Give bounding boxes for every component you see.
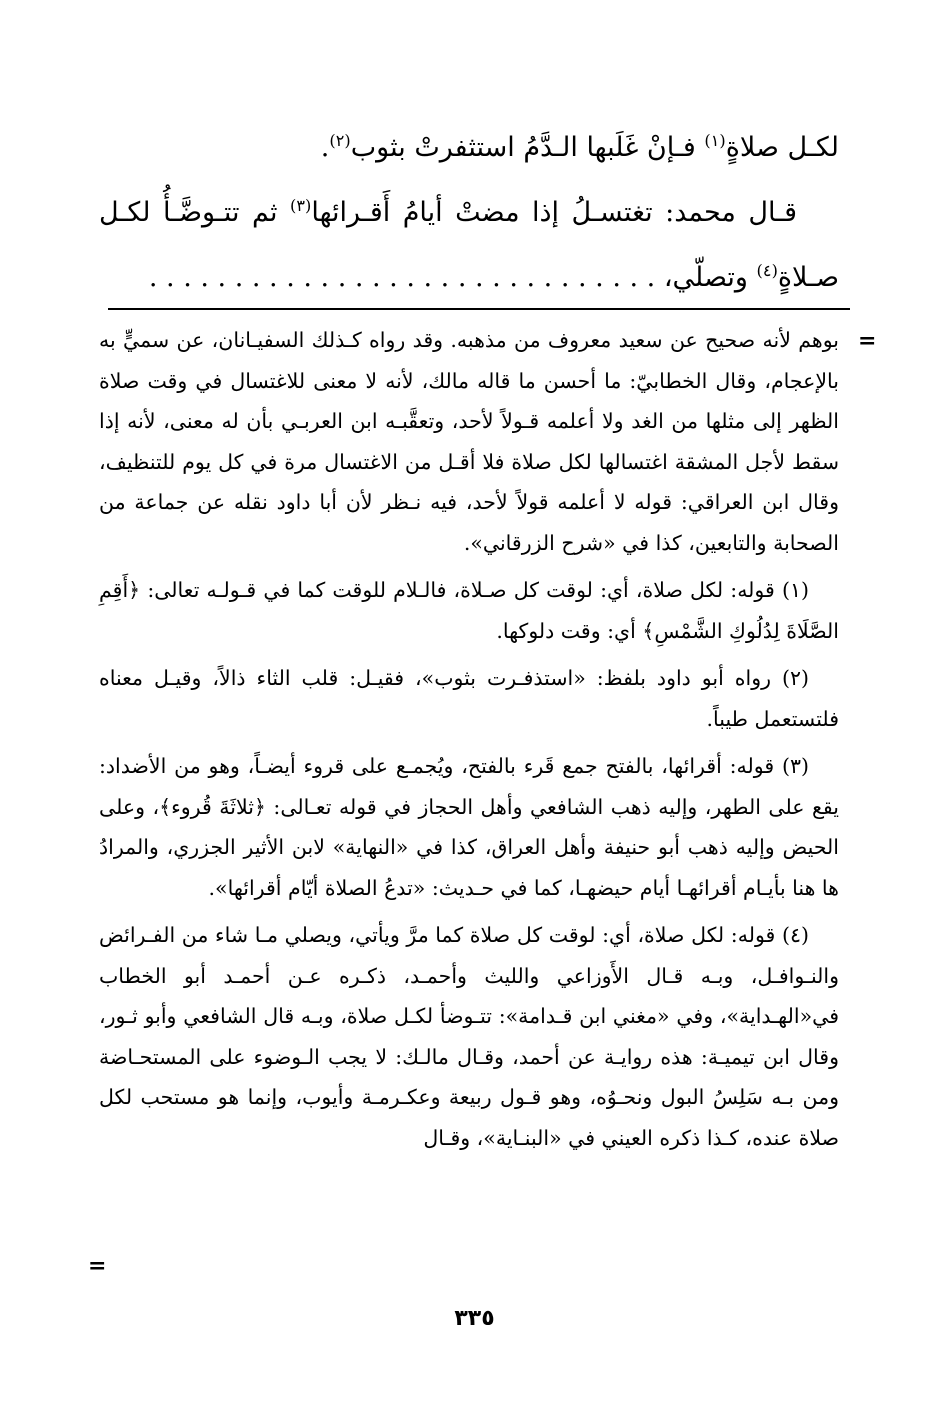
footnote-4: (٤) قوله: لكل صلاة، أي: لوقت كل صلاة كما مرَّ ويأتي، ويصلي مـا شاء من الفـرائض والنـوافـل، وبـه قـال الأَوزاعي والليث وأحمـد، ذكـره عـن أحمـد أبو الخطاب في«الهـداية»، وفي «مغني ابن قـدامة»: تتـوضأ لكـل صلاة، وبـه قال الشافعي وأبو ثـور، وقال ابن تيميـة: هذه روايـة عن أحمد، وقـال مالـك: لا يجب الـوضوء على المستحـاضة ومن بـه سَلِسُ البول ونحـوُه، وهو قـول ربيعة وعكـرمـة وأيوب، وإنما هو مستحب لكل صلاة عنده، كـذا ذكره العيني في «البنـاية»، وقـال	[99, 923, 839, 1150]
page-number: ٣٣٥	[454, 1306, 495, 1331]
footnote-ref-4: (٤)	[756, 261, 778, 280]
footnote-ref-1: (١)	[704, 131, 726, 150]
main-text-segment: .	[320, 132, 330, 163]
footnote-separator	[108, 308, 850, 310]
main-text-segment: قـال محمد: تغتسـلُ إذا مضتْ أيامُ أَقـرائها	[311, 197, 798, 228]
footnote-2: (٢) رواه أبو داود بلفظ: «استذفـرت بثوب»، فقيـل: قلب الثاء ذالاً، وقيـل معناه فلتستعمل طيباً.	[99, 666, 839, 731]
footnotes	[99, 320, 839, 1165]
main-text-segment: وتصلّي، . . . . . . . . . . . . . . . . . . . . . . . . . . . . . .	[148, 262, 757, 293]
main-text-segment: لكـل صلاةٍ	[725, 132, 839, 163]
continuation-mark-top: =	[858, 328, 877, 354]
footnote-ref-2: (٢)	[329, 131, 351, 150]
footnote-continued: بوهم لأنه صحيح عن سعيد معروف من مذهبه. وقد رواه كـذلك السفيـانان، عن سميٍّ به بالإعجام، وقال الخطابيّ: ما أحسن ما قاله مالك، لأنه لا معنى للاغتسال في وقت صلاة الظهر إلى مثلها من الغد ولا أعلمه قـولاً لأحد، وتعقَّبـه ابن العربـي بأن له معنى، لأنه إذا سقط لأجل المشقة اغتسالها لكل صلاة فلا أقـل من الاغتسال مرة في كل يوم للتنظيف، وقال ابن العراقي: قوله لا أعلمه قولاً لأحد، فيه نـظر لأن أبا داود نقله عن جماعة من الصحابة والتابعين، كذا في «شرح الزرقاني».	[99, 328, 839, 555]
main-text-segment: فـإنْ غَلَبها الـدَّمُ استثفرتْ بثوب	[350, 132, 705, 163]
footnote-3: (٣) قوله: أقرائها، بالفتح جمع قَرء بالفتح، ويُجمـع على قروء أيضـاً، وهو من الأضداد: يقع على الطهر، وإليه ذهب الشافعي وأهل الحجاز في قوله تعـالى: ﴿ثلاثَةَ قُروء﴾، وعلى الحيض وإليه ذهب أبو حنيفة وأهل العراق، كذا في «النهاية» لابن الأثير الجزري، والمرادُ ها هنا بأيـام أقرائهـا أيام حيضهـا، كما في حـديث: «تدعُ الصلاة أيّام أقرائها».	[99, 754, 839, 900]
main-text-line-1	[99, 112, 839, 177]
main-text-segment: ثم تتـوضَّـأُ لكـل صـلاةٍ	[99, 197, 839, 293]
footnote-ref-3: (٣)	[289, 196, 312, 215]
footnote-1: (١) قوله: لكل صلاة، أي: لوقت كل صـلاة، فالـلام للوقت كما في قـولـه تعالى: ﴿أَقِمِ الصَّلَاةَ لِدُلُوكِ الشَّمْسِ﴾ أي: وقت دلوكها.	[99, 578, 839, 643]
continuation-mark-bottom: =	[88, 1253, 107, 1279]
main-text-paragraph-2	[99, 177, 839, 307]
main-text	[99, 112, 839, 307]
